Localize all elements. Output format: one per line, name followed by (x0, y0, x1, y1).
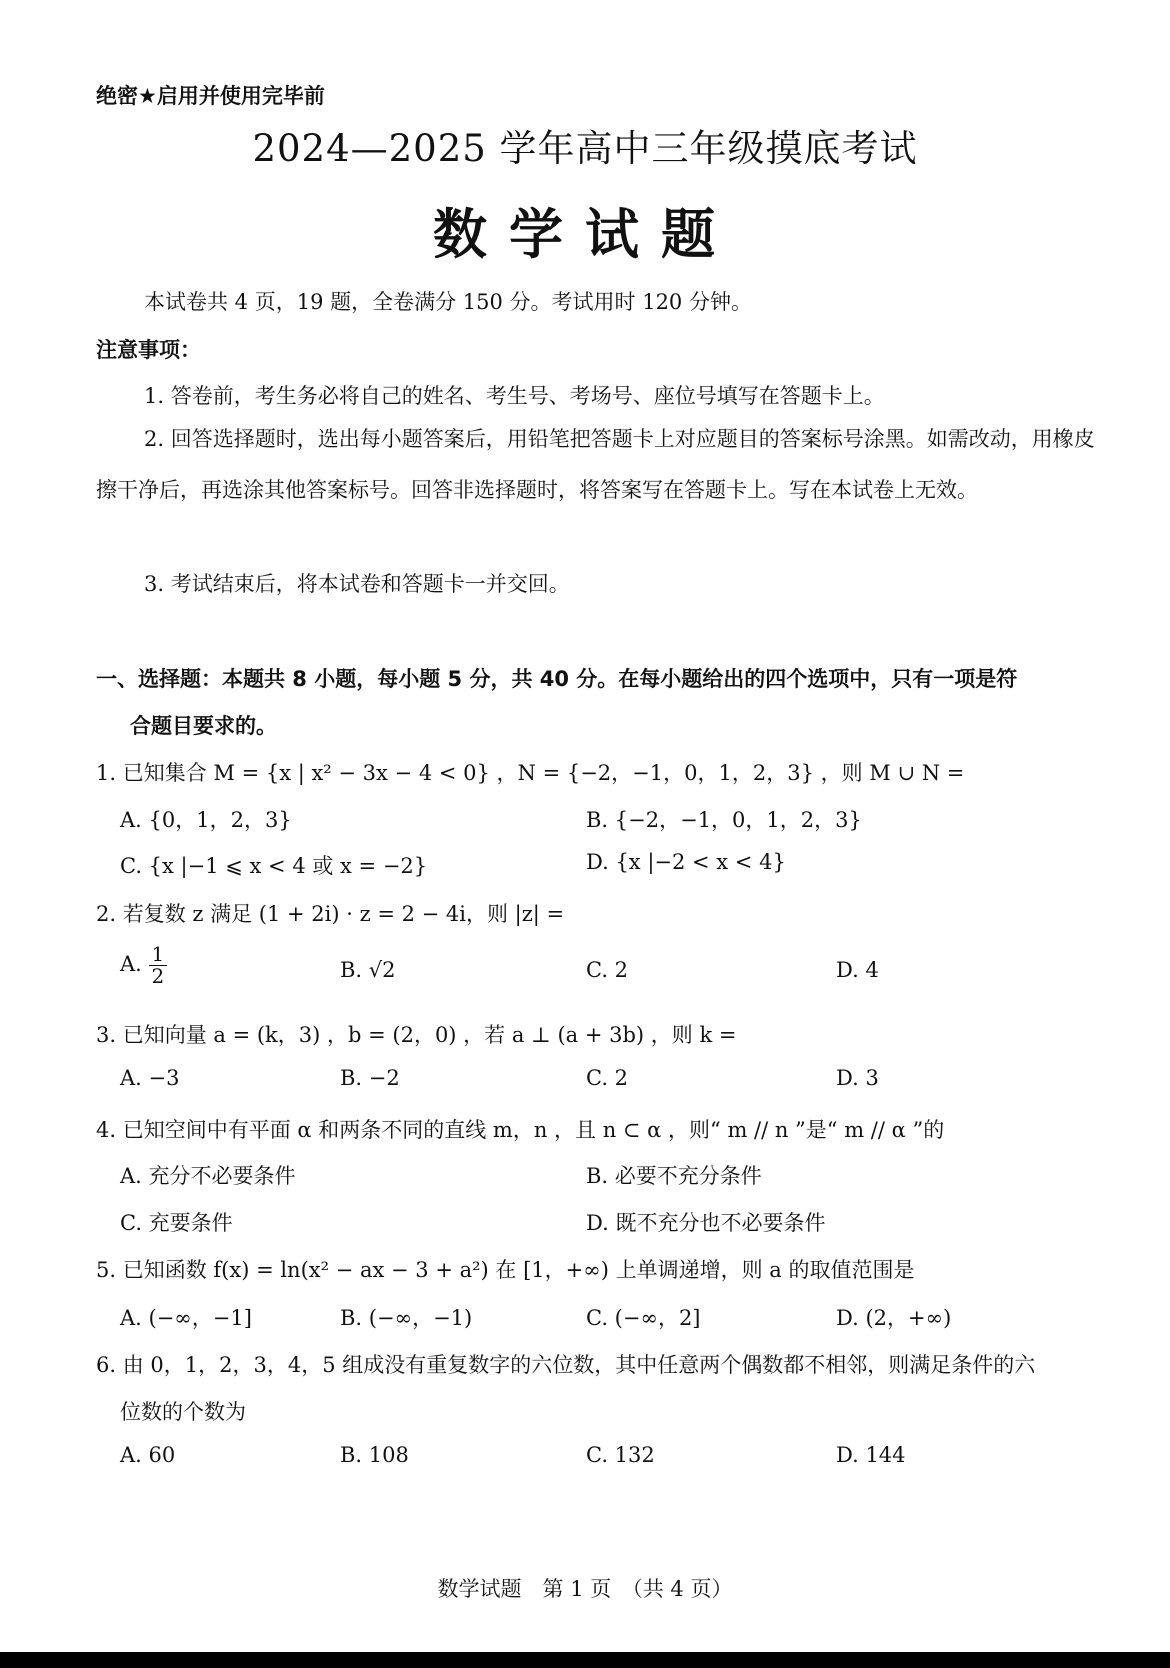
page-footer: 数学试题 第 1 页 （共 4 页） (437, 1577, 733, 1601)
question-1-stem: 1. 已知集合 M = {x | x² − 3x − 4 < 0} ，N = {−2，−1，0，1，2，3} ，则 M ∪ N = (96, 761, 965, 785)
fraction (149, 944, 168, 987)
question-5-option-a: A. (−∞，−1] (120, 1306, 252, 1330)
question-6-option-b: B. 108 (340, 1443, 409, 1467)
question-3-option-d: D. 3 (836, 1066, 879, 1090)
question-6-option-a: A. 60 (120, 1443, 176, 1467)
exam-title: 2024—2025 学年高中三年级摸底考试 (252, 127, 918, 170)
question-6-stem: 6. 由 0，1，2，3，4，5 组成没有重复数字的六位数，其中任意两个偶数都不相邻，则满足条件的六 (96, 1353, 1036, 1377)
question-2-option-d: D. 4 (836, 958, 879, 982)
question-4-option-d: D. 既不充分也不必要条件 (586, 1211, 826, 1235)
section-heading-cont: 合题目要求的。 (130, 714, 277, 738)
question-5-option-b: B. (−∞，−1) (340, 1306, 473, 1330)
section-heading: 一、选择题：本题共 8 小题，每小题 5 分，共 40 分。在每小题给出的四个选项中，只有一项是符 (96, 667, 1018, 691)
question-2-option-c: C. 2 (586, 958, 629, 982)
question-3-option-b: B. −2 (340, 1066, 400, 1090)
question-2-option-b: B. √2 (340, 958, 396, 982)
question-1-option-a: A. {0，1，2，3} (120, 808, 292, 832)
fraction-numerator: 1 (149, 944, 168, 966)
question-1-option-c: C. {x |−1 ⩽ x < 4 或 x = −2} (120, 854, 428, 878)
question-5-stem: 5. 已知函数 f(x) = ln(x² − ax − 3 + a²) 在 [1，+∞) 上单调递增，则 a 的取值范围是 (96, 1258, 915, 1282)
intro-text: 本试卷共 4 页，19 题，全卷满分 150 分。考试用时 120 分钟。 (144, 290, 752, 314)
subject-title: 数学试题 (433, 203, 737, 266)
question-4-stem: 4. 已知空间中有平面 α 和两条不同的直线 m，n ，且 n ⊂ α ，则“ m // n ”是“ m // α ”的 (96, 1118, 945, 1142)
notice-item-3: 3. 考试结束后，将本试卷和答题卡一并交回。 (144, 572, 570, 596)
question-2-option-a (120, 944, 167, 987)
question-4-option-b: B. 必要不充分条件 (586, 1164, 762, 1188)
question-3-option-a: A. −3 (120, 1066, 180, 1090)
question-6-option-d: D. 144 (836, 1443, 906, 1467)
question-3-option-c: C. 2 (586, 1066, 629, 1090)
question-4-option-a: A. 充分不必要条件 (120, 1164, 296, 1188)
question-2-stem: 2. 若复数 z 满足 (1 + 2i) · z = 2 − 4i，则 |z| = (96, 902, 565, 926)
notice-item-1: 1. 答卷前，考生务必将自己的姓名、考生号、考场号、座位号填写在答题卡上。 (144, 384, 885, 408)
question-6-option-c: C. 132 (586, 1443, 655, 1467)
fraction-denominator: 2 (151, 964, 165, 988)
question-2-option-a-label: A. (120, 952, 142, 976)
question-5-option-c: C. (−∞，2] (586, 1306, 701, 1330)
question-4-option-c: C. 充要条件 (120, 1211, 233, 1235)
notice-heading: 注意事项： (96, 338, 201, 362)
question-1-option-b: B. {−2，−1，0，1，2，3} (586, 808, 862, 832)
question-6-stem-cont: 位数的个数为 (120, 1400, 246, 1424)
notice-item-2: 2. 回答选择题时，选出每小题答案后，用铅笔把答题卡上对应题目的答案标号涂黑。如需改动，用橡皮擦干净后，再选涂其他答案标号。回答非选择题时，将答案写在答题卡上。写在本试卷上无效。 (96, 427, 1095, 502)
confidential-label: 绝密★启用并使用完毕前 (96, 84, 325, 108)
scan-edge (0, 1652, 1170, 1668)
question-5-option-d: D. (2，+∞) (836, 1306, 952, 1330)
question-3-stem: 3. 已知向量 a = (k，3) ，b = (2，0) ，若 a ⊥ (a + 3b) ，则 k = (96, 1023, 737, 1047)
question-1-option-d: D. {x |−2 < x < 4} (586, 850, 786, 874)
